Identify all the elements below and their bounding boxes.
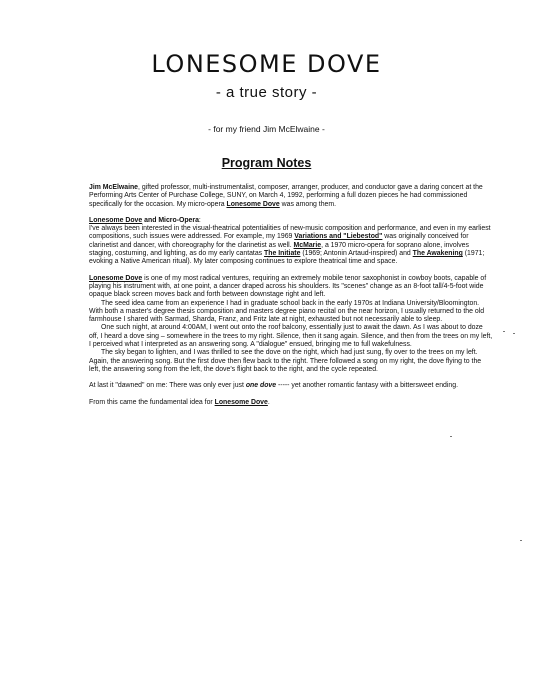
story-paragraph: The seed idea came from an experience I had in graduate school back in the early 1970s at Indiana University/Bloomington. With both a master's degree thesis composition and masters degree piano recital on the near horizon, I usually returned to the old farmhouse I shared with Sarmad, Sharda, Franz, and Fritz late at night, exhausted but not necessarily able to sleep. xyxy=(89,299,485,324)
scan-speck xyxy=(520,540,522,541)
work-title: Lonesome Dove xyxy=(214,398,268,406)
scan-speck xyxy=(513,333,515,334)
final-paragraph: From this came the fundamental idea for Lonesome Dove. xyxy=(89,398,270,406)
story-paragraph: Lonesome Dove is one of my most radical ventures, requiring an extremely mobile tenor saxophonist in cowboy boots, capable of playing his instrument with, at one point, a dancer draped across his shoulders. Its "scenes" change as an 8-foot tall/4-5-foot wide opaque black screen moves back and forth between downstage right and left. xyxy=(89,274,487,299)
conclusion-paragraph: At last it "dawned" on me: There was only ever just one dove ----- yet another romantic fantasy with a bittersweet ending. xyxy=(89,382,458,390)
intro-paragraph: Jim McElwaine, gifted professor, multi-instrumentalist, composer, arranger, producer, and conductor gave a daring concert at the Performing Arts Center of Purchase College, SUNY, on March 4, 1992, performing a full dozen pieces he had commissioned specifically for the occasion. My micro-opera Lonesome Dove was among them. xyxy=(89,184,483,208)
scan-speck xyxy=(503,331,505,332)
theatre-paragraph: I've always been interested in the visual-theatrical potentialities of new-music composition and performance, and even in my earliest compositions, such issues were addressed. For example, my 1969 Variations and "Liebestod" was originally conceived for clarinetist and dancer, with choreography for the clarinetist as well. McMarie, a 1970 micro-opera for soprano alone, involves staging, costuming, and lighting, as do my early cantatas The Initiate (1969; Antonin Artaud-inspired) and The Awakening (1971; evoking a Native American ritual). My later composing continues to explore theatrical time and space. xyxy=(89,225,491,266)
composer-name: Jim McElwaine xyxy=(89,184,139,191)
emphasis-text: one dove xyxy=(245,382,277,390)
document-subtitle: - a true story - xyxy=(215,84,318,101)
work-title: Lonesome Dove xyxy=(226,200,280,208)
section-heading: Lonesome Dove and Micro-Opera: xyxy=(89,216,201,224)
dedication-line: - for my friend Jim McElwaine - xyxy=(208,124,325,134)
scan-speck xyxy=(450,436,452,437)
document-title: LONESOME DOVE xyxy=(151,50,382,78)
program-notes-body xyxy=(89,184,493,407)
work-title: The Initiate xyxy=(264,250,301,258)
work-title: The Awakening xyxy=(412,250,463,258)
program-notes-heading: Program Notes xyxy=(221,156,312,170)
work-title: Lonesome Dove xyxy=(89,216,143,224)
work-title: Variations and "Liebestod" xyxy=(294,233,383,241)
story-paragraph: The sky began to lighten, and I was thrilled to see the dove on the right, which had just sung, fly over to the trees on my left. Again, the answering song. But the first dove then flew back to the right. There followed a song on my right, the dove flying to the left, the answering song from the left, the dove's flight back to the right, and the cycle repeated. xyxy=(89,349,482,373)
story-paragraph: One such night, at around 4:00AM, I went out onto the roof balcony, essentially just to await the dawn. As I was about to doze off, I heard a dove sing – somewhere in the trees to my right. Silence, then it sang again. Silence, and then from the trees on my left, I perceived what I interpreted as an answering song. A "dialogue" ensued, bringing me to full wakefulness. xyxy=(89,324,493,349)
work-title: McMarie xyxy=(293,241,322,249)
work-title: Lonesome Dove xyxy=(89,274,143,282)
